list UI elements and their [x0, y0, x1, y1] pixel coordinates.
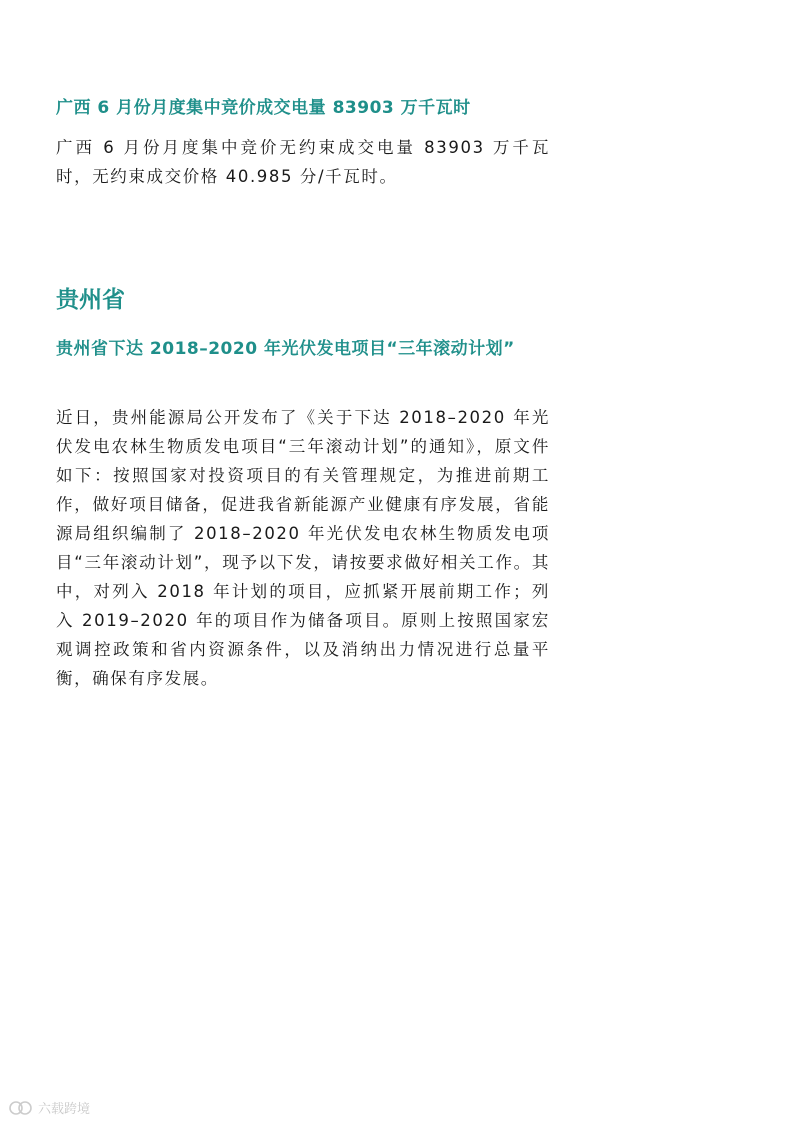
- watermark-text: 六载跨境: [38, 1102, 91, 1117]
- watermark-logo-icon: [8, 1100, 34, 1116]
- guizhou-article-body: 近日，贵州能源局公开发布了《关于下达 2018–2020 年光伏发电农林生物质发电项目“三年滚动计划”的通知》，原文件如下：按照国家对投资项目的有关管理规定，为推进前期工作，做好项目储备，促进我省新能源产业健康有序发展，省能源局组织编制了 2018–2020 年光伏发电农林生物质发电项目“三年滚动计划”，现予以下发，请按要求做好相关工作。其中，对列入 2018 年计划的项目，应抓紧开展前期工作；列入 2019–2020 年的项目作为储备项目。原则上按照国家宏观调控政策和省内资源条件，以及消纳出力情况进行总量平衡，确保有序发展。: [56, 408, 550, 688]
- watermark: [8, 1098, 90, 1117]
- guangxi-article-body: 广西 6 月份月度集中竞价无约束成交电量 83903 万千瓦时，无约束成交价格 40.985 分/千瓦时。: [56, 138, 550, 186]
- guizhou-section-heading: 贵州省: [56, 287, 125, 313]
- guizhou-article-title: 贵州省下达 2018–2020 年光伏发电项目“三年滚动计划”: [56, 339, 515, 359]
- guangxi-article-title: 广西 6 月份月度集中竞价成交电量 83903 万千瓦时: [56, 98, 471, 118]
